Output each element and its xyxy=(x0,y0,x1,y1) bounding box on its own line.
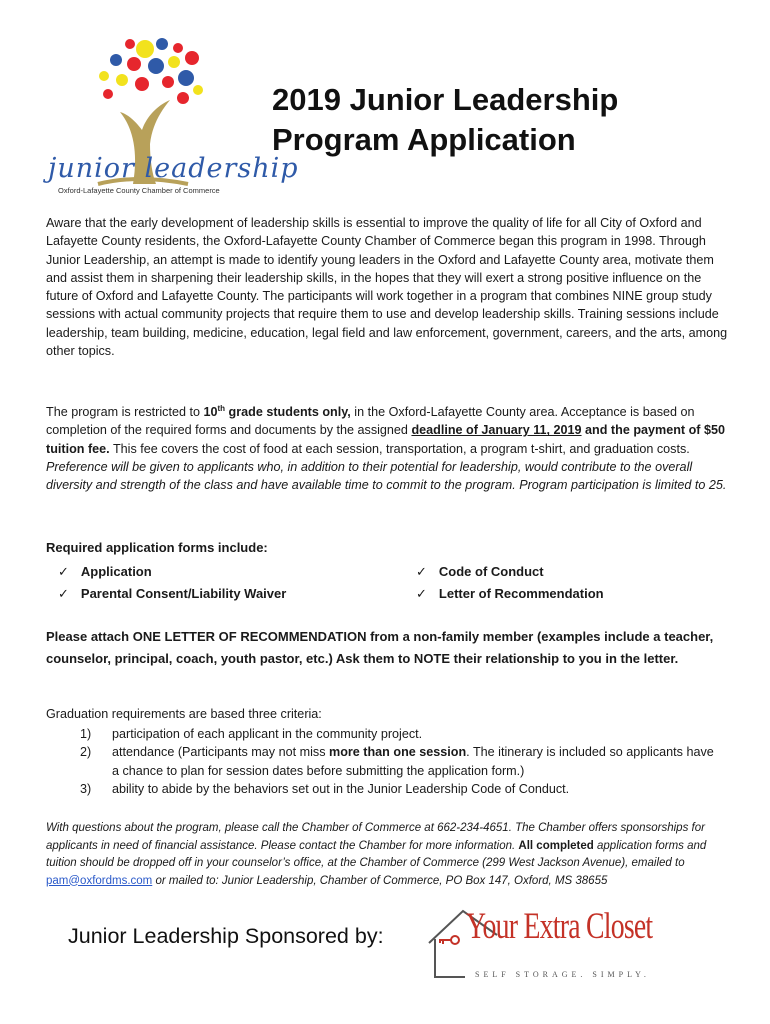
grade-num: 10 xyxy=(203,405,218,420)
required-item-label: Letter of Recommendation xyxy=(438,586,604,601)
sponsor-brand-name: Your Extra Closet xyxy=(466,906,653,947)
logo-script-text: junior leadership xyxy=(48,153,299,184)
sponsor-tagline: SELF STORAGE. SIMPLY. xyxy=(475,970,650,979)
list-text: participation of each applicant in the community project. xyxy=(112,727,423,741)
list-item xyxy=(80,743,720,780)
email-link[interactable]: pam@oxfordms.com xyxy=(46,874,153,887)
required-item-label: Parental Consent/Liability Waiver xyxy=(80,586,287,601)
deadline-label: deadline of January 11, 2019 xyxy=(411,423,582,438)
title-line-1: 2019 Junior Leadership xyxy=(272,82,619,117)
grade-rest: grade students only, xyxy=(225,405,351,420)
required-item-application xyxy=(58,564,152,580)
list-number: 3) xyxy=(80,781,92,796)
check-icon: ✓ xyxy=(416,586,427,601)
elig-s1: The program is restricted to xyxy=(46,405,204,420)
intro-paragraph: Aware that the early development of leadership skills is essential to improve the quality of life for all City of Oxford and Lafayette County residents, the Oxford-Lafayette County Chamber of Commerce began this program in 1998. Through Junior Leadership, an attempt is made to identify young leaders in the Oxford and Lafayette County area, motivate them and assist them in sharpening their leadership skills, in the hopes that they will exert a strong positive influence on the future of Oxford and Lafayette County. The participants will work together in a program that combines NINE group study sessions with actual community projects that require them to use and develop leadership skills. Training sessions include leadership, team building, medicine, education, legal field and law enforcement, government, careers, and the arts, among other topics. xyxy=(46,216,728,359)
graduation-heading: Graduation requirements are based three criteria: xyxy=(46,707,322,721)
contact-bold: All completed xyxy=(518,839,594,852)
logo-subtitle: Oxford-Lafayette County Chamber of Commerce xyxy=(58,186,220,195)
required-forms-heading: Required application forms include: xyxy=(46,540,268,555)
list-number: 1) xyxy=(80,727,92,741)
grade-sup: th xyxy=(217,404,226,413)
list-text: ability to abide by the behaviors set out in the Junior Leadership Code of Conduct. xyxy=(112,781,570,796)
list-text: attendance (Participants may not miss xyxy=(112,745,329,760)
contact-t2: application forms and tuition should be dropped off in your counselor’s office, at the Chamber of Commerce (299 West Jackson Avenue), emailed to xyxy=(46,839,707,869)
list-text-post: . The itinerary is included so applicants have a chance to plan for session dates before submitting the application form.) xyxy=(112,745,714,778)
required-item-label: Code of Conduct xyxy=(438,564,544,579)
contact-t3: or mailed to: Junior Leadership, Chamber of Commerce, PO Box 147, Oxford, MS 38655 xyxy=(152,874,608,887)
check-icon: ✓ xyxy=(58,586,69,601)
list-item xyxy=(80,780,720,798)
list-number: 2) xyxy=(80,745,92,760)
required-item-label: Application xyxy=(80,564,152,579)
eligibility-paragraph xyxy=(46,400,736,495)
required-item-consent xyxy=(58,586,286,602)
required-item-recommendation xyxy=(416,586,604,602)
check-icon: ✓ xyxy=(416,564,427,579)
elig-s2: in the Oxford-Lafayette County area. Acceptance is based on completion of the required forms and documents by the assigned xyxy=(46,405,695,438)
list-bold: more than one session xyxy=(329,745,467,760)
graduation-list xyxy=(80,725,720,798)
check-icon: ✓ xyxy=(58,564,69,579)
required-item-conduct xyxy=(416,564,544,580)
elig-s4: This fee covers the cost of food at each session, transportation, a program t-shirt, and graduation costs. xyxy=(109,441,690,456)
elig-s3: and the payment of $50 tuition fee. xyxy=(46,423,726,456)
page-title xyxy=(272,80,618,160)
list-item xyxy=(80,725,720,743)
elig-s5: Preference will be given to applicants who, in addition to their potential for leadership, would contribute to the overall diversity and strength of the class and have available time to commit to the program. Program participation is limited to 25. xyxy=(46,460,727,493)
contact-paragraph xyxy=(46,820,736,890)
title-line-2: Program Application xyxy=(272,122,576,157)
sponsor-label: Junior Leadership Sponsored by: xyxy=(68,924,384,948)
contact-t1: With questions about the program, please call the Chamber of Commerce at 662-234-4651. The Chamber offers sponsorships for applicants in need of financial assistance. Please contact the Chamber for more information. xyxy=(46,822,705,852)
attach-note: Please attach ONE LETTER OF RECOMMENDATION from a non-family member (examples include a teacher, counselor, principal, coach, youth pastor, etc.) Ask them to NOTE their relationship to you in the letter. xyxy=(46,629,714,666)
